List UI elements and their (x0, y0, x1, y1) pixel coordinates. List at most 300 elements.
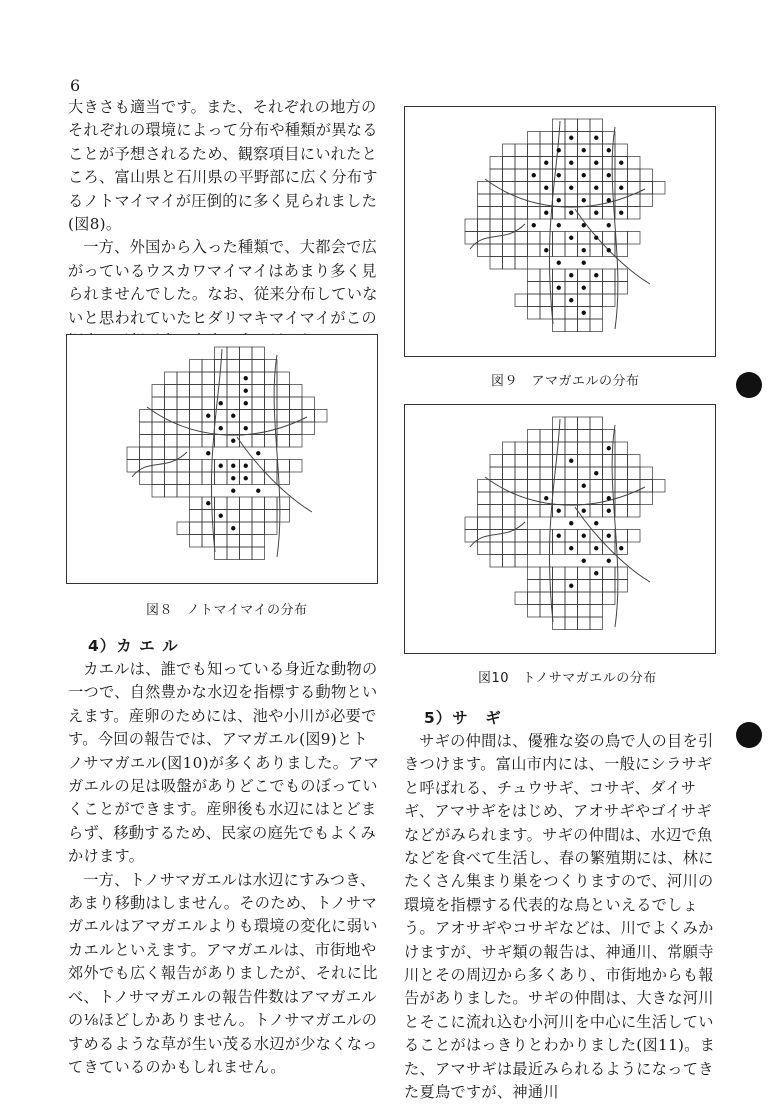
map-grid (465, 417, 665, 630)
grid-cell (578, 319, 591, 332)
grid-cell (503, 542, 516, 555)
grid-cell (165, 385, 178, 398)
record-dot (569, 161, 573, 165)
grid-cell (590, 169, 603, 182)
grid-cell (190, 410, 203, 423)
grid-cell (215, 435, 228, 448)
grid-cell (528, 455, 541, 468)
grid-cell (578, 182, 591, 195)
record-dot (231, 489, 235, 493)
record-dot (244, 476, 248, 480)
record-dot (569, 584, 573, 588)
bullet-marker (736, 372, 762, 398)
grid-cell (515, 555, 528, 568)
grid-cell (503, 480, 516, 493)
grid-cell (565, 592, 578, 605)
grid-cell (478, 244, 491, 257)
section-5-text (404, 730, 724, 1105)
grid-cell (590, 617, 603, 630)
grid-cell (190, 360, 203, 373)
grid-cell (528, 232, 541, 245)
record-dot (557, 198, 561, 202)
grid-cell (565, 430, 578, 443)
section-5-heading: 5）サ ギ (424, 709, 502, 727)
grid-cell (528, 157, 541, 170)
paragraph: 一方、外国から入った種類で、大都会で広がっているウスカワマイマイはあまり多く見られませんでした。なお、従来分布していないと思われていたヒダリマキマイマイがこの (68, 238, 378, 327)
grid-cell (590, 430, 603, 443)
grid-cell (565, 319, 578, 332)
grid-cell (565, 307, 578, 320)
record-dot (244, 401, 248, 405)
grid-cell (252, 472, 265, 485)
grid-cell (202, 360, 215, 373)
grid-cell (553, 605, 566, 618)
grid-cell (603, 232, 616, 245)
grid-cell (515, 442, 528, 455)
grid-cell (578, 430, 591, 443)
grid-cell (553, 617, 566, 630)
grid-cell (190, 422, 203, 435)
grid-cell (528, 269, 541, 282)
grid-cell (515, 182, 528, 195)
record-dot (544, 496, 548, 500)
grid-cell (553, 244, 566, 257)
record-dot (582, 559, 586, 563)
grid-cell (177, 410, 190, 423)
grid-cell (252, 372, 265, 385)
grid-cell (190, 372, 203, 385)
record-dot (582, 223, 586, 227)
grid-cell (565, 119, 578, 132)
grid-cell (127, 447, 140, 460)
grid-cell (578, 455, 591, 468)
grid-cell (165, 460, 178, 473)
grid-cell (528, 592, 541, 605)
grid-cell (628, 232, 641, 245)
grid-cell (152, 485, 165, 498)
grid-cell (252, 522, 265, 535)
grid-cell (190, 522, 203, 535)
grid-cell (165, 372, 178, 385)
record-dot (594, 546, 598, 550)
record-dot (582, 534, 586, 538)
record-dot (219, 426, 223, 430)
grid-cell (590, 307, 603, 320)
grid-cell (578, 269, 591, 282)
grid-cell (653, 480, 666, 493)
grid-cell (553, 119, 566, 132)
grid-cell (503, 555, 516, 568)
grid-cell (628, 467, 641, 480)
grid-cell (528, 567, 541, 580)
grid-cell (565, 567, 578, 580)
record-dot (231, 414, 235, 418)
grid-cell (165, 485, 178, 498)
grid-cell (528, 430, 541, 443)
grid-cell (615, 567, 628, 580)
record-dot (206, 501, 210, 505)
grid-cell (503, 467, 516, 480)
grid-cell (152, 435, 165, 448)
grid-cell (565, 169, 578, 182)
grid-cell (215, 547, 228, 560)
grid-cell (540, 144, 553, 157)
grid-cell (202, 472, 215, 485)
grid-cell (190, 535, 203, 548)
record-dot (594, 211, 598, 215)
distribution-map (405, 107, 715, 356)
grid-cell (490, 194, 503, 207)
grid-cell (503, 517, 516, 530)
grid-cell (177, 397, 190, 410)
grid-cell (615, 530, 628, 543)
page-number: 6 (70, 76, 81, 95)
grid-cell (152, 460, 165, 473)
grid-cell (215, 535, 228, 548)
record-dot (569, 459, 573, 463)
record-dot (557, 534, 561, 538)
grid-cell (515, 467, 528, 480)
grid-cell (615, 269, 628, 282)
record-dot (557, 223, 561, 227)
grid-cell (515, 517, 528, 530)
grid-cell (540, 467, 553, 480)
grid-cell (628, 157, 641, 170)
distribution-map (67, 335, 377, 583)
river-line (470, 522, 525, 547)
grid-cell (515, 219, 528, 232)
grid-cell (503, 530, 516, 543)
grid-cell (528, 505, 541, 518)
grid-cell (540, 567, 553, 580)
grid-cell (277, 372, 290, 385)
grid-cell (277, 460, 290, 473)
grid-cell (152, 447, 165, 460)
record-dot (594, 186, 598, 190)
grid-cell (265, 522, 278, 535)
grid-cell (215, 497, 228, 510)
grid-cell (565, 530, 578, 543)
grid-cell (240, 522, 253, 535)
record-dot (557, 148, 561, 152)
grid-cell (640, 169, 653, 182)
grid-cell (578, 580, 591, 593)
grid-cell (553, 294, 566, 307)
grid-cell (640, 182, 653, 195)
grid-cell (177, 385, 190, 398)
grid-cell (615, 480, 628, 493)
grid-cell (515, 505, 528, 518)
section-4-heading: 4）カ エ ル (88, 637, 179, 655)
grid-cell (515, 592, 528, 605)
grid-cell (590, 244, 603, 257)
record-dot (569, 521, 573, 525)
grid-cell (603, 580, 616, 593)
grid-cell (202, 460, 215, 473)
grid-cell (503, 219, 516, 232)
grid-cell (190, 510, 203, 523)
grid-cell (503, 442, 516, 455)
record-dot (607, 509, 611, 513)
grid-cell (190, 497, 203, 510)
grid-cell (578, 592, 591, 605)
grid-cell (127, 460, 140, 473)
grid-cell (578, 467, 591, 480)
grid-cell (265, 510, 278, 523)
grid-cell (553, 580, 566, 593)
record-dot (557, 286, 561, 290)
record-dot (582, 148, 586, 152)
grid-cell (490, 207, 503, 220)
record-dot (206, 414, 210, 418)
figure-9-caption: 図９ アマガエルの分布 (491, 374, 640, 389)
grid-cell (590, 592, 603, 605)
grid-cell (240, 360, 253, 373)
grid-cell (277, 510, 290, 523)
record-dot (244, 464, 248, 468)
record-dot (244, 426, 248, 430)
grid-cell (615, 232, 628, 245)
grid-cell (578, 157, 591, 170)
grid-cell (202, 397, 215, 410)
record-dot (231, 464, 235, 468)
grid-cell (240, 547, 253, 560)
record-dot (244, 389, 248, 393)
grid-cell (503, 207, 516, 220)
figure-10-map (404, 404, 716, 654)
grid-cell (190, 397, 203, 410)
grid-cell (277, 397, 290, 410)
map-grid (465, 119, 665, 332)
grid-cell (603, 294, 616, 307)
record-dot (594, 471, 598, 475)
grid-cell (152, 472, 165, 485)
grid-cell (578, 567, 591, 580)
grid-cell (653, 182, 666, 195)
grid-cell (290, 435, 303, 448)
grid-cell (565, 144, 578, 157)
record-dot (582, 261, 586, 265)
grid-cell (503, 257, 516, 270)
grid-cell (252, 547, 265, 560)
grid-cell (578, 294, 591, 307)
grid-cell (277, 497, 290, 510)
record-dot (231, 476, 235, 480)
grid-cell (590, 480, 603, 493)
record-dot (607, 559, 611, 563)
record-dot (569, 298, 573, 302)
figure-10-caption: 図10 トノサマガエルの分布 (478, 671, 657, 686)
paragraph: 一方、トノサマガエルは水辺にすみつき、あまり移動はしません。そのため、トノサマガエルはアマガエルよりも環境の変化に弱いカエルといえます。アマガエルは、市街地や郊外でも広く報告がありましたが、それに比べ、トノサマガエルの報告件数はアマガエルの⅛ほどしかありません。トノサマガエルのすめるような草が生い茂る水辺が少なくなってきているのかもしれません。 (68, 870, 378, 1076)
grid-cell (490, 455, 503, 468)
grid-cell (640, 194, 653, 207)
grid-cell (478, 492, 491, 505)
record-dot (582, 173, 586, 177)
grid-cell (640, 467, 653, 480)
grid-cell (277, 385, 290, 398)
grid-cell (465, 517, 478, 530)
record-dot (231, 439, 235, 443)
grid-cell (240, 510, 253, 523)
record-dot (619, 186, 623, 190)
record-dot (569, 236, 573, 240)
grid-cell (503, 455, 516, 468)
grid-cell (553, 232, 566, 245)
river-line (575, 507, 650, 582)
grid-cell (590, 455, 603, 468)
grid-cell (490, 505, 503, 518)
grid-cell (565, 617, 578, 630)
grid-cell (540, 605, 553, 618)
grid-cell (628, 455, 641, 468)
grid-cell (540, 530, 553, 543)
distribution-map (405, 405, 715, 653)
grid-cell (165, 447, 178, 460)
grid-cell (503, 505, 516, 518)
grid-cell (528, 207, 541, 220)
record-dot (594, 571, 598, 575)
river-line (211, 349, 222, 552)
grid-cell (227, 510, 240, 523)
grid-cell (227, 360, 240, 373)
record-dot (557, 261, 561, 265)
grid-cell (252, 510, 265, 523)
grid-cell (165, 397, 178, 410)
grid-cell (553, 269, 566, 282)
grid-cell (227, 422, 240, 435)
grid-cell (503, 232, 516, 245)
grid-cell (540, 480, 553, 493)
grid-cell (190, 460, 203, 473)
grid-cell (578, 207, 591, 220)
grid-cell (603, 269, 616, 282)
grid-cell (615, 442, 628, 455)
grid-cell (578, 232, 591, 245)
grid-cell (152, 385, 165, 398)
section-4-text (68, 658, 380, 1079)
grid-cell (565, 505, 578, 518)
grid-cell (565, 467, 578, 480)
record-dot (219, 514, 223, 518)
grid-cell (540, 307, 553, 320)
grid-cell (240, 347, 253, 360)
grid-cell (478, 542, 491, 555)
grid-cell (528, 530, 541, 543)
record-dot (582, 248, 586, 252)
grid-cell (478, 480, 491, 493)
grid-cell (240, 410, 253, 423)
grid-cell (177, 460, 190, 473)
river-line (549, 419, 560, 622)
grid-cell (578, 617, 591, 630)
grid-cell (528, 492, 541, 505)
grid-cell (252, 385, 265, 398)
record-dot (582, 286, 586, 290)
grid-cell (265, 397, 278, 410)
record-dot (206, 451, 210, 455)
grid-cell (177, 372, 190, 385)
grid-cell (240, 497, 253, 510)
grid-cell (252, 497, 265, 510)
grid-cell (528, 294, 541, 307)
grid-cell (177, 435, 190, 448)
grid-cell (578, 132, 591, 145)
grid-cell (553, 442, 566, 455)
grid-cell (290, 460, 303, 473)
grid-cell (240, 435, 253, 448)
record-dot (594, 236, 598, 240)
grid-cell (152, 397, 165, 410)
paragraph: カエルは、誰でも知っている身近な動物の一つで、自然豊かな水辺を指標する動物といえます。産卵のためには、池や小川が必要です。今回の報告では、アマガエル(図9)とトノサマガエル(図10)が多くありました。アマガエルの足は吸盤がありどこでものぼっていくことができます。産卵後も水辺にはとどまらず、移動するため、民家の庭先でもよくみかけます。 (68, 660, 380, 866)
grid-cell (277, 410, 290, 423)
grid-cell (515, 480, 528, 493)
grid-cell (265, 385, 278, 398)
grid-cell (515, 257, 528, 270)
grid-cell (165, 410, 178, 423)
grid-cell (590, 294, 603, 307)
record-dot (569, 136, 573, 140)
bullet-marker (736, 722, 762, 748)
grid-cell (528, 144, 541, 157)
grid-cell (603, 282, 616, 295)
grid-cell (140, 422, 153, 435)
record-dot (219, 464, 223, 468)
record-dot (544, 161, 548, 165)
grid-cell (540, 169, 553, 182)
grid-cell (590, 282, 603, 295)
grid-cell (490, 232, 503, 245)
grid-cell (315, 410, 328, 423)
grid-cell (628, 207, 641, 220)
river-line (575, 209, 650, 284)
grid-cell (465, 530, 478, 543)
record-dot (607, 248, 611, 252)
grid-cell (302, 397, 315, 410)
grid-cell (140, 447, 153, 460)
record-dot (582, 311, 586, 315)
record-dot (569, 273, 573, 277)
grid-cell (227, 372, 240, 385)
river-line (470, 224, 525, 249)
grid-cell (578, 417, 591, 430)
grid-cell (578, 119, 591, 132)
grid-cell (290, 385, 303, 398)
record-dot (569, 211, 573, 215)
grid-cell (553, 492, 566, 505)
grid-cell (603, 567, 616, 580)
record-dot (544, 248, 548, 252)
map-grid (127, 347, 327, 560)
record-dot (607, 148, 611, 152)
grid-cell (553, 157, 566, 170)
grid-cell (628, 505, 641, 518)
grid-cell (177, 485, 190, 498)
grid-cell (490, 219, 503, 232)
grid-cell (540, 455, 553, 468)
grid-cell (252, 397, 265, 410)
grid-cell (302, 422, 315, 435)
grid-cell (565, 442, 578, 455)
grid-cell (640, 480, 653, 493)
grid-cell (478, 517, 491, 530)
grid-cell (490, 555, 503, 568)
record-dot (594, 521, 598, 525)
grid-cell (528, 132, 541, 145)
grid-cell (590, 144, 603, 157)
record-dot (569, 546, 573, 550)
grid-cell (540, 132, 553, 145)
grid-cell (590, 119, 603, 132)
